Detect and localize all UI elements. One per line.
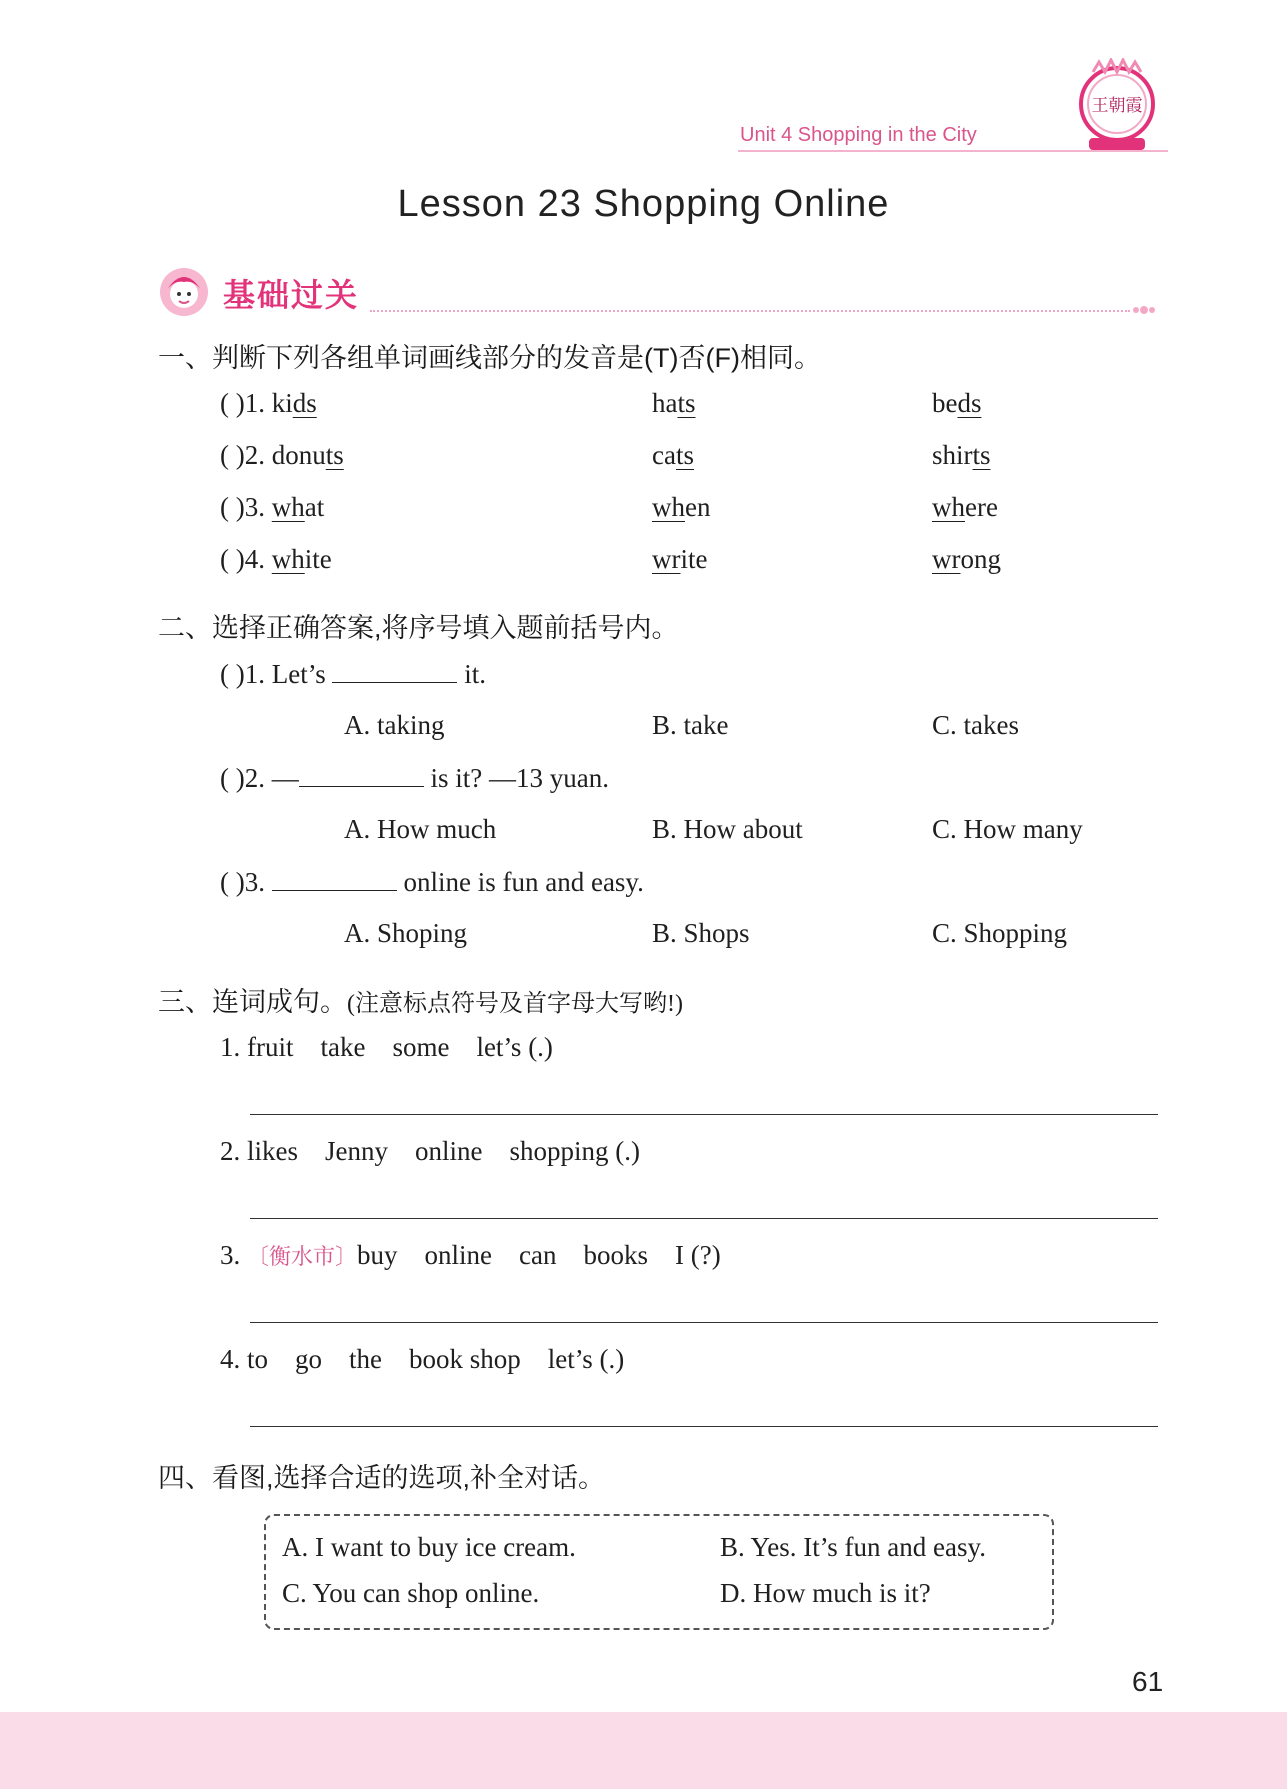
part1-row-4-word-2: write: [652, 544, 708, 574]
part1-row-3-word-2: when: [652, 492, 711, 522]
logo-text: 王朝霞: [1091, 96, 1143, 116]
page-number: 61: [1132, 1666, 1164, 1697]
part3-note: (注意标点符号及首字母大写哟!): [347, 991, 683, 1017]
answer-line-2[interactable]: [250, 1218, 1158, 1219]
part4-option-a: A. I want to buy ice cream.: [282, 1532, 576, 1562]
part2-q1-option-a: A. taking: [344, 710, 445, 740]
part2-q3-option-b: B. Shops: [652, 918, 750, 948]
dots-icon: [1132, 302, 1156, 318]
part1-row-3-word-3: where: [932, 492, 998, 522]
part1-row-2-word-2: cats: [652, 440, 694, 470]
part3-item-4: 4. to go the book shop let’s (.): [220, 1344, 625, 1374]
answer-line-3[interactable]: [250, 1322, 1158, 1323]
part1-row-1-word-2: hats: [652, 388, 696, 418]
answer-line-1[interactable]: [250, 1114, 1158, 1115]
part2-q1-option-b: B. take: [652, 710, 729, 740]
part2-question-2: ( )2. — is it? —13 yuan.: [220, 763, 609, 793]
part2-q3-option-a: A. Shoping: [344, 918, 468, 948]
part1-row-2-word-3: shirts: [932, 440, 991, 470]
part1-row-3: ( )3. what: [220, 492, 325, 522]
lesson-title: Lesson 23 Shopping Online: [397, 183, 890, 225]
part2-question-1: ( )1. Let’s it.: [220, 659, 486, 689]
part3-item-2: 2. likes Jenny online shopping (.): [220, 1136, 640, 1166]
part2-q1-option-c: C. takes: [932, 710, 1019, 740]
answer-blank[interactable]: [299, 762, 424, 787]
answer-blank[interactable]: [332, 658, 457, 683]
girl-avatar-icon: [158, 266, 210, 318]
part4-heading: 四、看图,选择合适的选项,补全对话。: [158, 1463, 606, 1493]
publisher-logo: [1075, 58, 1159, 154]
banner-divider: [370, 310, 1130, 312]
part2-heading: 二、选择正确答案,将序号填入题前括号内。: [158, 613, 679, 643]
part2-q2-option-a: A. How much: [344, 814, 497, 844]
part4-option-d: D. How much is it?: [720, 1578, 931, 1608]
source-tag: 〔衡水市〕: [247, 1244, 358, 1269]
part1-row-1-word-3: beds: [932, 388, 982, 418]
part2-q3-option-c: C. Shopping: [932, 918, 1068, 948]
part3-heading: 三、连词成句。(注意标点符号及首字母大写哟!): [158, 987, 683, 1017]
part4-option-c: C. You can shop online.: [282, 1578, 540, 1608]
unit-title: Unit 4 Shopping in the City: [740, 124, 977, 146]
answer-blank[interactable]: [272, 866, 397, 891]
section-banner: 基础过关: [223, 277, 360, 313]
part3-item-1: 1. fruit take some let’s (.): [220, 1032, 553, 1062]
part3-item-3: 3. 〔衡水市〕buy online can books I (?): [220, 1240, 721, 1270]
part2-q2-option-b: B. How about: [652, 814, 803, 844]
part1-row-1: ( )1. kids: [220, 388, 317, 418]
part1-row-2: ( )2. donuts: [220, 440, 344, 470]
part1-row-4-word-3: wrong: [932, 544, 1001, 574]
footer-band: [0, 1712, 1287, 1789]
part1-row-4: ( )4. white: [220, 544, 332, 574]
answer-line-4[interactable]: [250, 1426, 1158, 1427]
part2-q2-option-c: C. How many: [932, 814, 1083, 844]
part4-option-b: B. Yes. It’s fun and easy.: [720, 1532, 986, 1562]
part1-heading: 一、判断下列各组单词画线部分的发音是(T)否(F)相同。: [158, 343, 821, 373]
part2-question-3: ( )3. online is fun and easy.: [220, 867, 644, 897]
